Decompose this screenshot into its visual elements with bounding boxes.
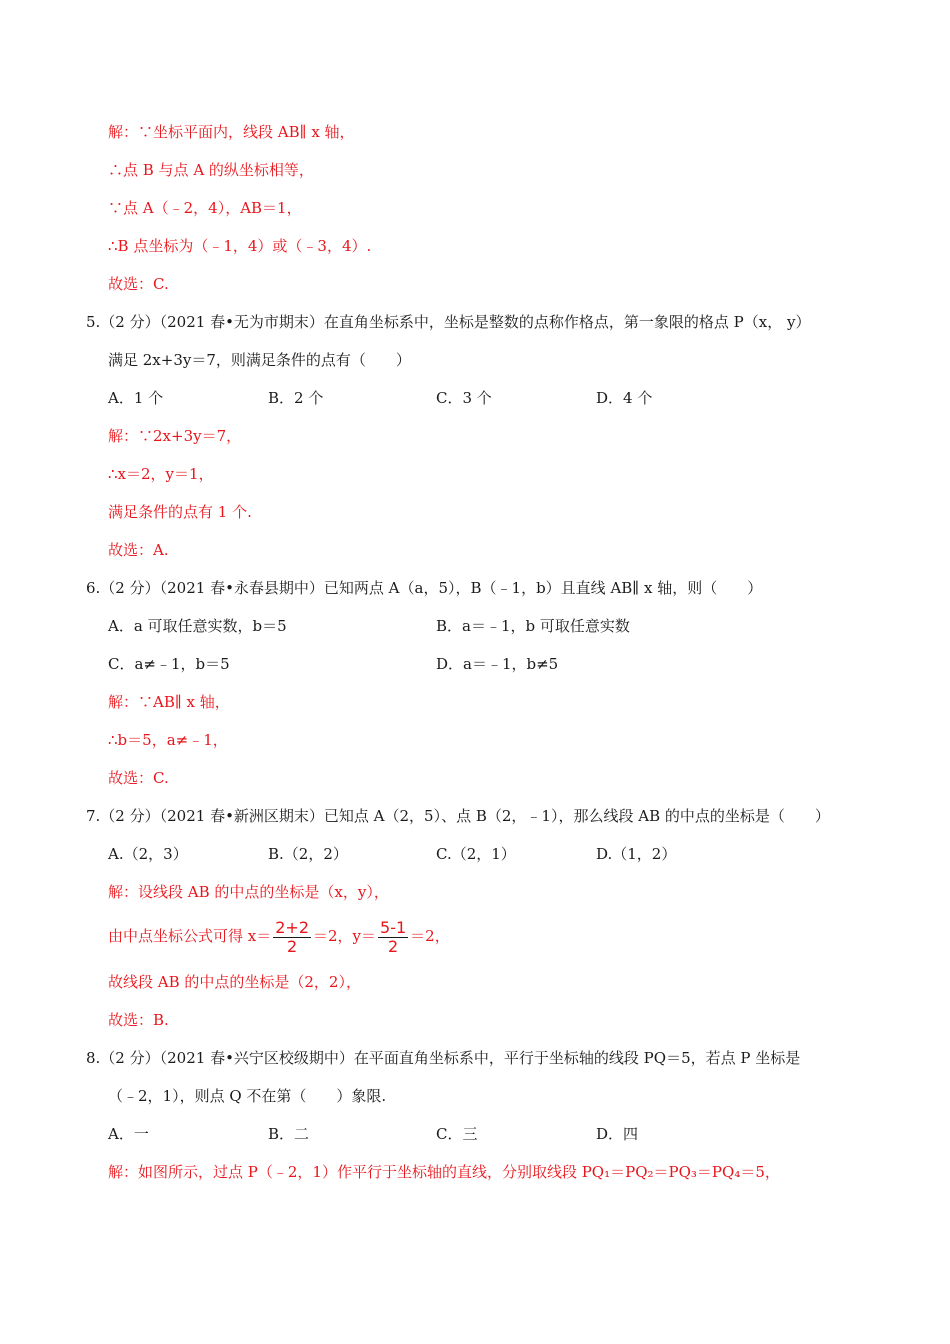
q5-option-d: D．4 个: [596, 389, 653, 407]
q4-solution-line-2: ∴点 B 与点 A 的纵坐标相等，: [108, 161, 314, 179]
q5-solution-line-3: 满足条件的点有 1 个.: [108, 503, 252, 521]
q4-solution-line-1: 解：∵坐标平面内，线段 AB∥ x 轴，: [108, 123, 355, 141]
q7-option-c: C.（2，1）: [436, 845, 516, 863]
q6-option-c: C．a≠﹣1，b＝5: [108, 655, 230, 673]
q7-option-a: A.（2，3）: [108, 845, 188, 863]
q7-solution-line-3: 故线段 AB 的中点的坐标是（2，2），: [108, 973, 361, 991]
q7-option-b: B.（2，2）: [268, 845, 348, 863]
q5-stem-line-1: 5.（2 分）（2021 春•无为市期末）在直角坐标系中，坐标是整数的点称作格点，第一象限的格点 P（x， y）: [86, 313, 811, 331]
q6-answer: 故选：C.: [108, 769, 169, 787]
q7-stem-line-1: 7.（2 分）（2021 春•新洲区期末）已知点 A（2，5）、点 B（2，﹣1），那么线段 AB 的中点的坐标是（ ）: [86, 807, 830, 825]
q7-option-d: D.（1，2）: [596, 845, 677, 863]
q8-option-d: D．四: [596, 1125, 639, 1143]
q8-stem-line-1: 8.（2 分）（2021 春•兴宁区校级期中）在平面直角坐标系中，平行于坐标轴的线段 PQ＝5，若点 P 坐标是: [86, 1049, 801, 1067]
fraction-y-denominator: 2: [388, 936, 399, 956]
q6-stem-line-1: 6.（2 分）（2021 春•永春县期中）已知两点 A（a，5），B（﹣1，b）且直线 AB∥ x 轴，则（ ）: [86, 579, 763, 597]
formula-middle: ＝2，y＝: [313, 927, 377, 945]
q6-solution-line-1: 解：∵AB∥ x 轴，: [108, 693, 230, 711]
q6-option-a: A．a 可取任意实数，b＝5: [108, 617, 287, 635]
fraction-y-numerator: 5-1: [380, 917, 407, 937]
q4-solution-line-3: ∵点 A（﹣2，4），AB＝1，: [108, 199, 302, 217]
q4-answer: 故选：C.: [108, 275, 169, 293]
q8-option-b: B．二: [268, 1125, 310, 1143]
q5-option-a: A．1 个: [108, 389, 164, 407]
q6-option-d: D．a＝﹣1，b≠5: [436, 655, 559, 673]
q5-option-c: C．3 个: [436, 389, 492, 407]
q6-solution-line-2: ∴b＝5，a≠﹣1，: [108, 731, 228, 749]
q4-solution-line-4: ∴B 点坐标为（﹣1，4）或（﹣3，4）.: [108, 237, 372, 255]
q8-option-a: A．一: [108, 1125, 149, 1143]
fraction-x-numerator: 2+2: [275, 917, 309, 937]
q7-solution-line-1: 解：设线段 AB 的中点的坐标是（x，y），: [108, 883, 389, 901]
q5-stem-line-2: 满足 2x+3y＝7，则满足条件的点有（ ）: [108, 351, 411, 369]
q5-solution-line-1: 解：∵2x+3y＝7，: [108, 427, 242, 445]
q5-answer: 故选：A.: [108, 541, 169, 559]
fraction-y: [378, 919, 408, 956]
q7-solution-formula: [108, 916, 450, 956]
q8-option-c: C．三: [436, 1125, 478, 1143]
fraction-x: [273, 919, 311, 956]
q7-answer: 故选：B.: [108, 1011, 169, 1029]
formula-suffix: ＝2，: [410, 927, 450, 945]
q8-stem-line-2: （﹣2，1），则点 Q 不在第（ ）象限.: [108, 1087, 387, 1105]
fraction-x-denominator: 2: [287, 936, 298, 956]
q8-solution-line-1: 解：如图所示，过点 P（﹣2，1）作平行于坐标轴的直线，分别取线段 PQ₁＝PQ₂＝PQ₃＝PQ₄＝5，: [108, 1163, 780, 1181]
formula-prefix: 由中点坐标公式可得 x＝: [108, 927, 272, 945]
q6-option-b: B．a＝﹣1，b 可取任意实数: [436, 617, 630, 635]
q5-solution-line-2: ∴x＝2，y＝1，: [108, 465, 214, 483]
q5-option-b: B．2 个: [268, 389, 324, 407]
